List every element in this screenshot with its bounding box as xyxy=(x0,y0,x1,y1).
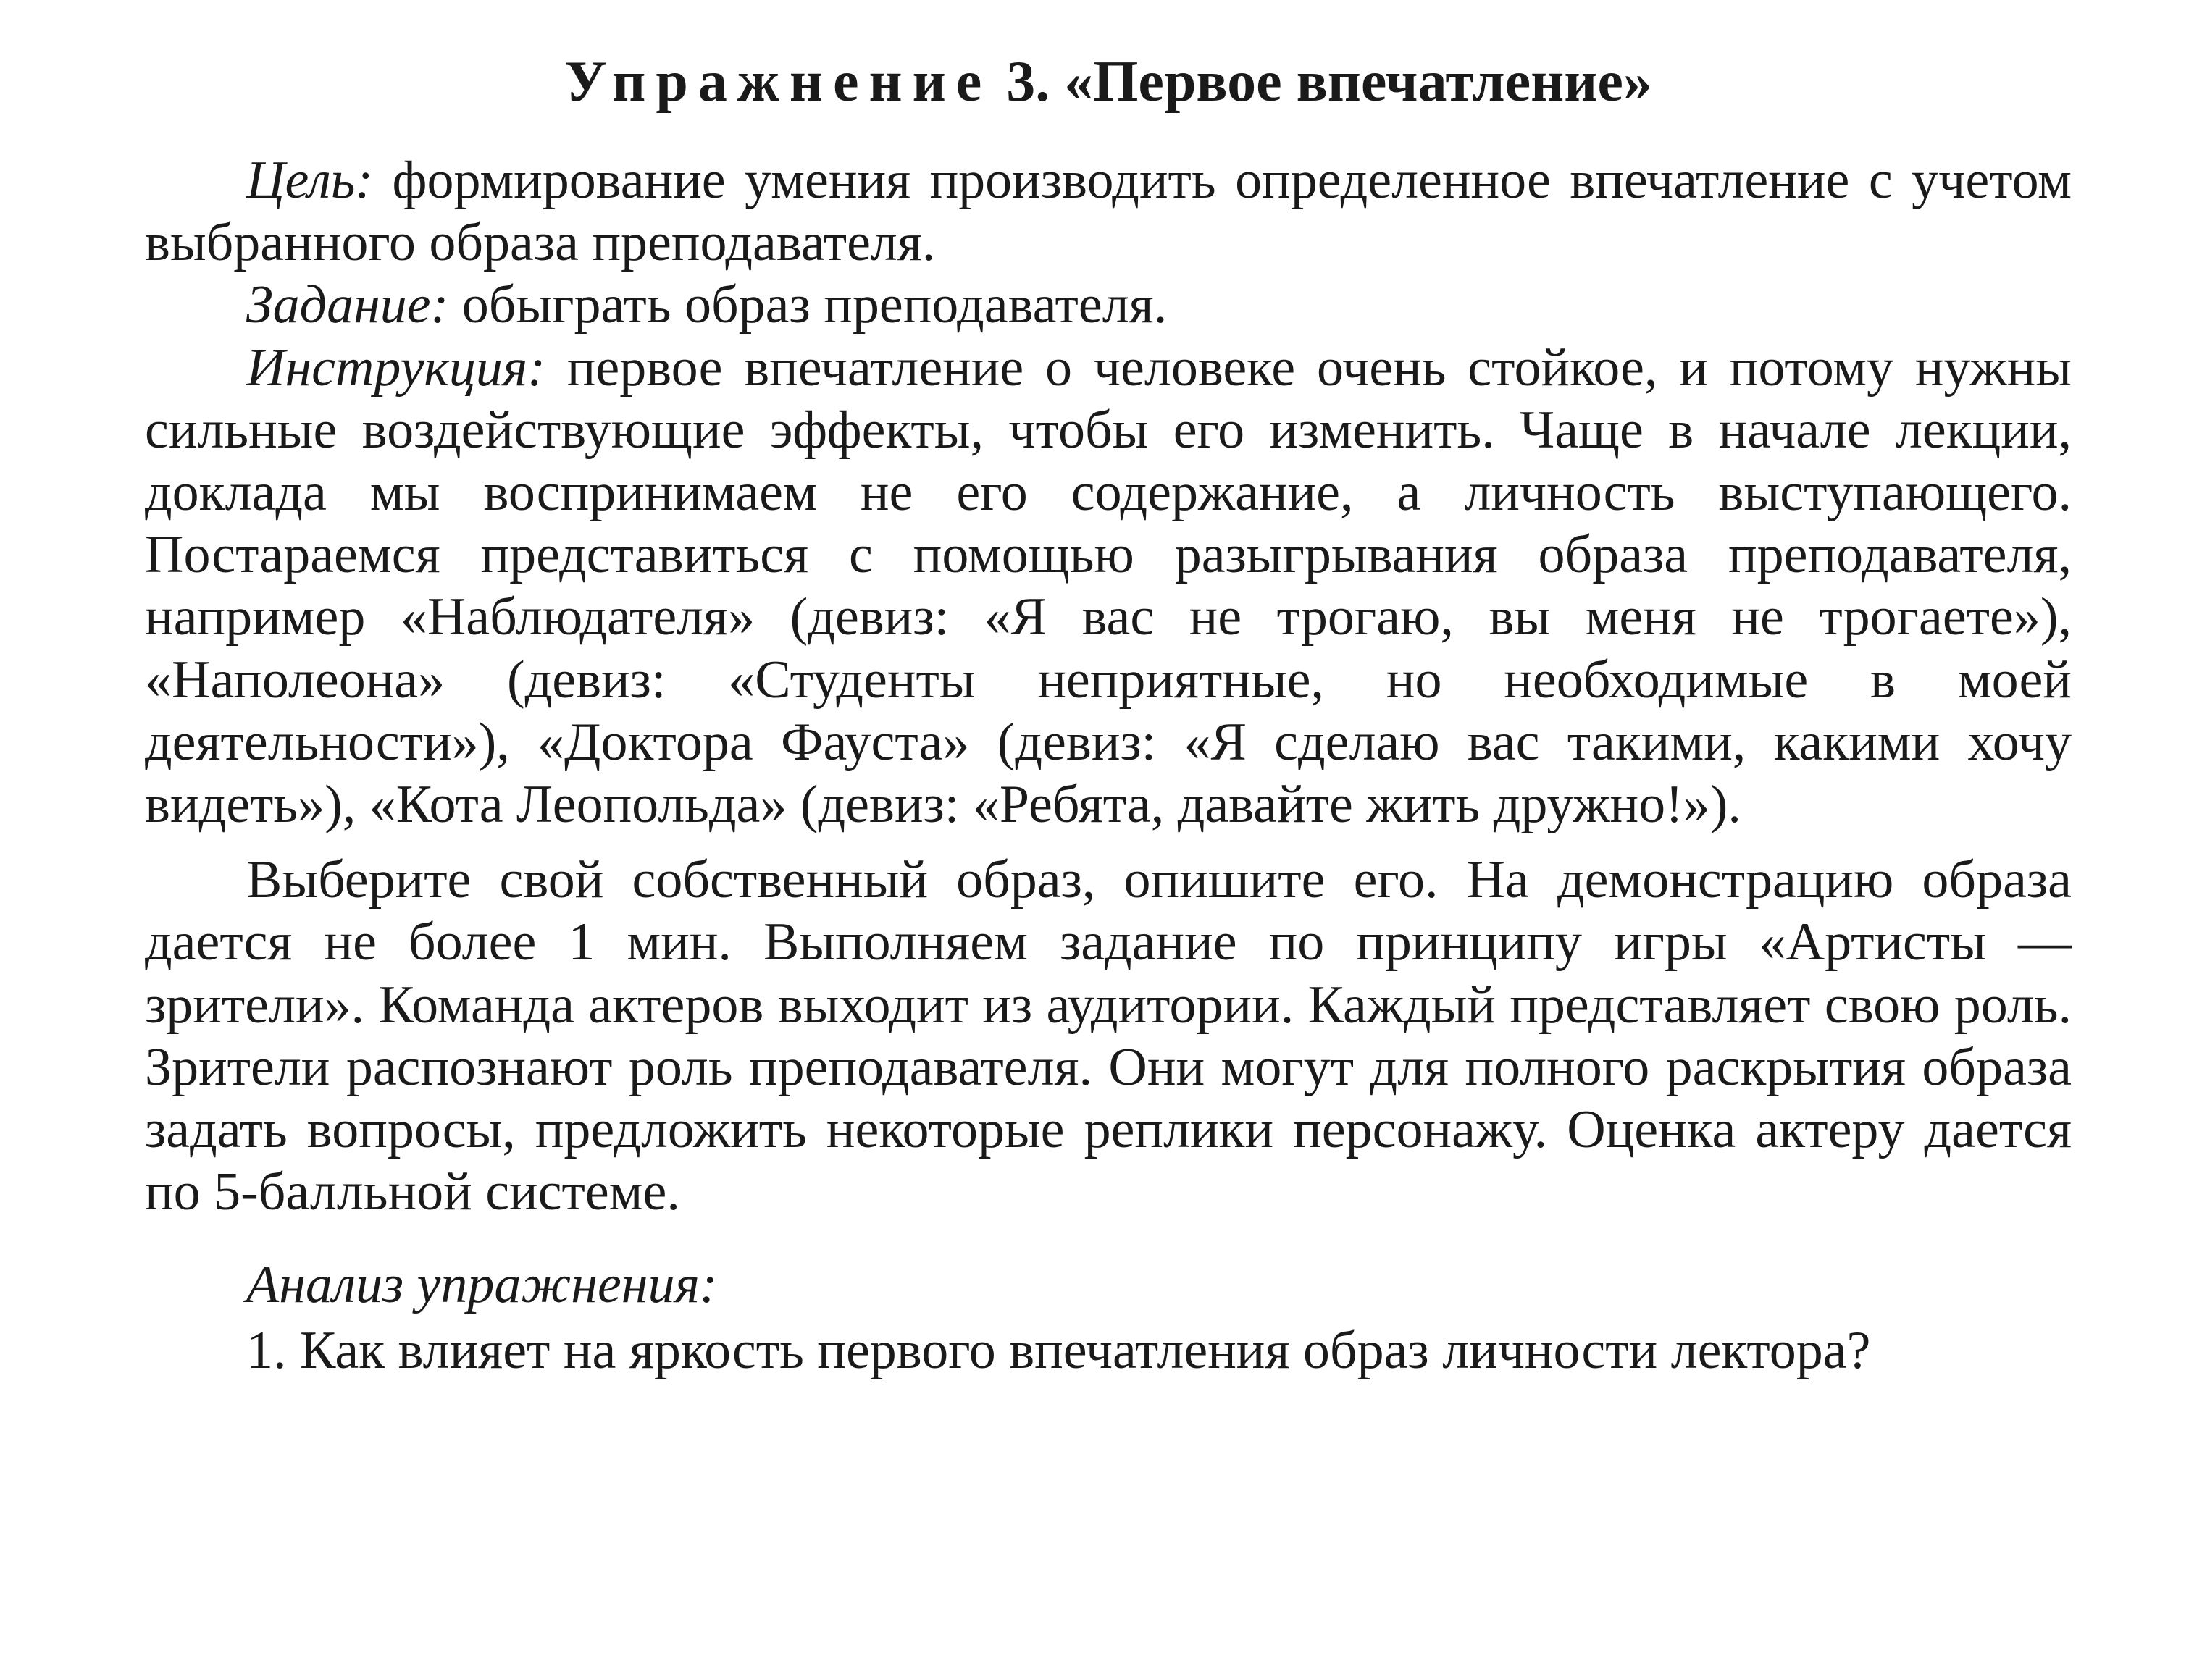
task-text: обыграть образ преподавателя. xyxy=(461,275,1168,335)
analysis-heading: Анализ упражнения: xyxy=(246,1255,718,1315)
choose-image-paragraph: Выберите свой собственный образ, опишите его. На демонстрацию образа дается не более 1 мин. Выполняем задание по принципу игры «Артисты — зрители». Команда актеров выходит из аудитории. Каждый представляет свою роль. Зрители распознают роль преподавателя. Они могут для полного раскрытия образа задать вопросы, предложить некоторые реплики персонажу. Оценка актеру дается по 5-балльной системе. xyxy=(145,850,2072,1222)
instruction-paragraph xyxy=(145,337,2072,836)
task-paragraph xyxy=(145,274,2072,336)
task-label: Задание: xyxy=(246,275,449,335)
exercise-title-rest: 3. «Первое впечатление» xyxy=(1006,50,1652,114)
exercise-title xyxy=(145,42,2072,122)
goal-text: формирование умения производить определенное впечатление с учетом выбранного образа преподавателя. xyxy=(145,151,2072,273)
instruction-label: Инструкция: xyxy=(246,337,545,398)
instruction-text: первое впечатление о человеке очень стойкое, и потому нужны сильные воздействующие эффекты, чтобы его изменить. Чаще в начале лекции, доклада мы воспринимаем не его содержание, а личность выступающего. Постараемся представиться с помощью разыгрывания образа преподавателя, например «Наблюдателя» (девиз: «Я вас не трогаю, вы меня не трогаете»), «Наполеона» (девиз: «Студенты неприятные, но необходимые в моей деятельности»), «Доктора Фауста» (девиз: «Я сделаю вас такими, какими хочу видеть»), «Кота Леопольда» (девиз: «Ребята, давайте жить дружно!»). xyxy=(145,337,2072,835)
exercise-title-prefix: Упражнение xyxy=(564,50,992,114)
document-page xyxy=(145,42,2072,1382)
goal-paragraph xyxy=(145,149,2072,274)
goal-label: Цель: xyxy=(246,151,374,210)
analysis-question: 1. Как влияет на яркость первого впечатления образ личности лектора? xyxy=(246,1320,1871,1380)
